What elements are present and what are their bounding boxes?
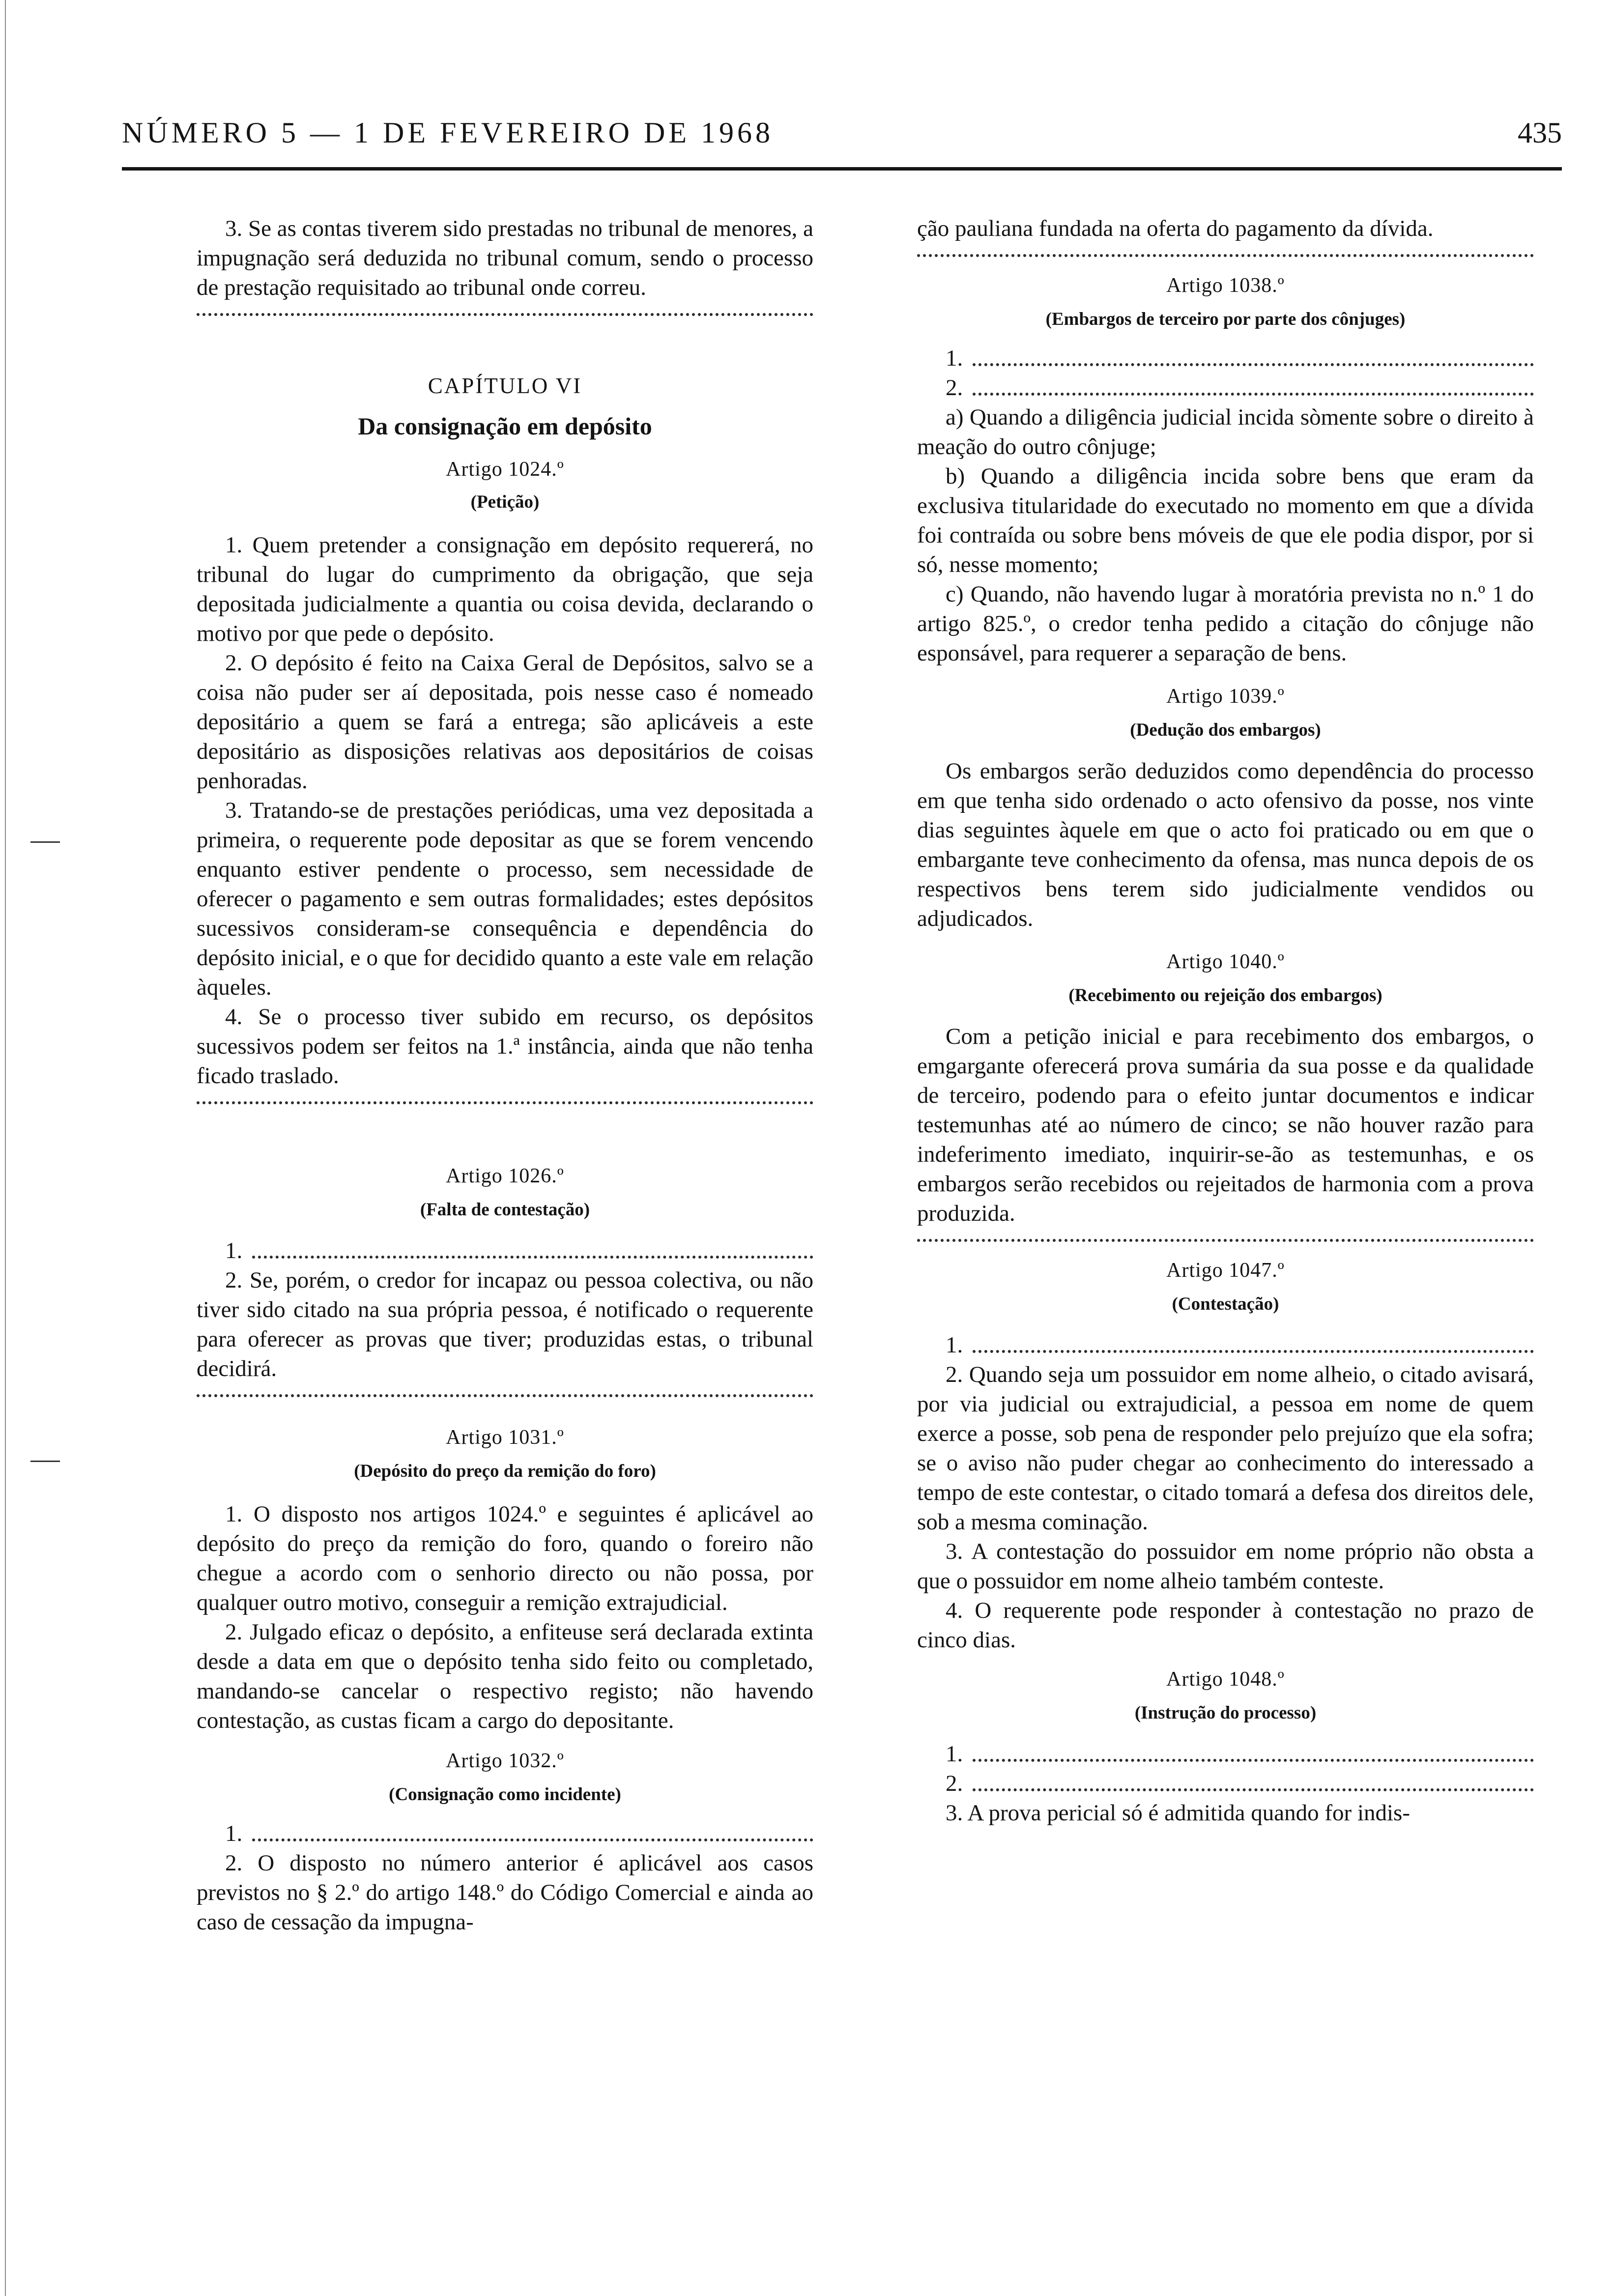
article-heading: (Petição) [470, 492, 540, 512]
item-number: 1. [946, 345, 963, 371]
dotted-number-line [917, 344, 1534, 373]
article-heading: (Falta de contestação) [420, 1200, 590, 1220]
article-heading: (Recebimento ou rejeição dos embargos) [1068, 985, 1382, 1005]
article-heading: (Consignação como incidente) [389, 1784, 621, 1805]
dotted-separator [197, 313, 813, 316]
paragraph: 3. Se as contas tiverem sido prestadas no tribunal de menores, a impugnação será deduzida no tribunal comum, sendo o processo de prestação requisitado ao tribunal onde correu. [197, 216, 813, 300]
paragraph: 3. Tratando-se de prestações periódicas, uma vez depositada a primeira, o requerente pode depositar as que se forem vencendo enquanto estiver pendente o processo, sem necessidade de oferecer o pagamento e sem outras formalidades; estes depósitos sucessivos consideram-se consequência e dependência do depósito inicial, e o que for decidido quanto a este vale em relação àqueles. [197, 798, 813, 1000]
paragraph: 3. A prova pericial só é admitida quando for indis- [946, 1800, 1410, 1826]
paragraph: 1. O disposto nos artigos 1024.º e seguintes é aplicável ao depósito do preço da remição do foro, quando o foreiro não chegue a acordo com o senhorio directo ou não possa, por qualquer outro motivo, conseguir a remição extrajudicial. [197, 1501, 813, 1615]
page-number: 435 [1518, 116, 1562, 149]
article-label: Artigo 1032.º [446, 1750, 564, 1772]
item-number: 1. [946, 1332, 963, 1358]
dotted-number-line [917, 373, 1534, 402]
article-heading: (Instrução do processo) [1134, 1703, 1317, 1723]
chapter-title: Da consignação em depósito [358, 412, 652, 440]
item-number: 2. [946, 1771, 963, 1796]
paragraph: 2. Julgado eficaz o depósito, a enfiteuse será declarada extinta desde a data em que o depósito tenha sido feito ou completado, mandando-se cancelar o respectivo registo; não havendo contestação, as custas ficam a cargo do depositante. [197, 1619, 813, 1733]
dotted-separator [917, 254, 1534, 257]
paragraph-continuation: ção pauliana fundada na oferta do pagamento da dívida. [917, 216, 1434, 241]
dotted-separator [197, 1101, 813, 1104]
article-heading: (Dedução dos embargos) [1130, 720, 1321, 740]
article-label: Artigo 1048.º [1166, 1668, 1285, 1691]
margin-mark [30, 1461, 60, 1462]
paragraph: 3. A contestação do possuidor em nome próprio não obsta a que o possuidor em nome alheio também conteste. [917, 1539, 1534, 1594]
article-label: Artigo 1039.º [1166, 685, 1285, 708]
item-number: 1. [225, 1821, 243, 1846]
paragraph: 4. Se o processo tiver subido em recurso, os depósitos sucessivos podem ser feitos na 1.ª instância, ainda que não tenha ficado traslado. [197, 1004, 813, 1089]
article-label: Artigo 1031.º [446, 1426, 564, 1449]
header-rule [122, 167, 1562, 171]
paragraph: 4. O requerente pode responder à contestação no prazo de cinco dias. [917, 1598, 1534, 1653]
clause: a) Quando a diligência judicial incida sòmente sobre o direito à meação do outro cônjuge; [917, 404, 1534, 459]
article-label: Artigo 1024.º [446, 458, 564, 481]
article-label: Artigo 1026.º [446, 1165, 564, 1187]
paragraph: Com a petição inicial e para recebimento dos embargos, o emgargante oferecerá prova sumária da sua posse e da qualidade de terceiro, podendo para o efeito juntar documentos e indicar testemunhas até ao número de cinco; se não houver razão para indeferimento imediato, inquirir-se-ão as testemunhas, e os embargos serão recebidos ou rejeitados de harmonia com a prova produzida. [917, 1024, 1534, 1226]
paragraph: 2. Quando seja um possuidor em nome alheio, o citado avisará, por via judicial ou extrajudicial, a pessoa em nome de quem exerce a posse, sob pena de responder pelo prejuízo que ela sofra; se o aviso não puder chegar ao conhecimento do interessado a tempo de este contestar, o citado tomará a defesa dos direitos dele, sob a mesma cominação. [917, 1362, 1534, 1535]
dotted-number-line [917, 1769, 1534, 1798]
paragraph: 2. O depósito é feito na Caixa Geral de Depósitos, salvo se a coisa não puder ser aí depositada, pois nesse caso é nomeado depositário a quem se fará a entrega; são aplicáveis a este depositário as disposições relativas aos depositários de coisas penhoradas. [197, 650, 813, 794]
scan-edge-line [5, 0, 6, 2296]
issue-line: NÚMERO 5 — 1 DE FEVEREIRO DE 1968 [122, 116, 774, 149]
paragraph: 2. Se, porém, o credor for incapaz ou pessoa colectiva, ou não tiver sido citado na sua própria pessoa, é notificado o requerente para oferecer as provas que tiver; produzidas estas, o tribunal decidirá. [197, 1267, 813, 1381]
margin-mark [30, 841, 60, 843]
article-heading: (Embargos de terceiro por parte dos cônjuges) [1045, 309, 1406, 329]
article-label: Artigo 1038.º [1166, 274, 1285, 297]
dotted-separator [917, 1239, 1534, 1242]
paragraph: 2. O disposto no número anterior é aplicável aos casos previstos no § 2.º do artigo 148.º do Código Comercial e ainda ao caso de cessação da impugna- [197, 1850, 813, 1935]
paragraph: 1. Quem pretender a consignação em depósito requererá, no tribunal do lugar do cumprimento da obrigação, que seja depositada judicialmente a quantia ou coisa devida, declarando o motivo por que pede o depósito. [197, 532, 813, 646]
item-number: 1. [946, 1741, 963, 1767]
dotted-number-line [197, 1819, 813, 1848]
item-number: 2. [946, 375, 963, 401]
page-header [122, 116, 1562, 150]
chapter-label: CAPÍTULO VI [428, 373, 582, 398]
clause: b) Quando a diligência incida sobre bens que eram da exclusiva titularidade do executado no momento em que a dívida foi contraída ou sobre bens móveis de que ele podia dispor, por si só, nesse momento; [917, 463, 1534, 577]
item-number: 1. [225, 1238, 243, 1263]
article-heading: (Depósito do preço da remição do foro) [354, 1461, 656, 1481]
dotted-separator [197, 1394, 813, 1397]
left-column [197, 214, 813, 1937]
dotted-number-line [197, 1236, 813, 1265]
dotted-number-line [917, 1739, 1534, 1769]
article-label: Artigo 1047.º [1166, 1259, 1285, 1282]
article-heading: (Contestação) [1172, 1294, 1279, 1314]
article-label: Artigo 1040.º [1166, 950, 1285, 973]
paragraph: Os embargos serão deduzidos como dependência do processo em que tenha sido ordenado o acto ofensivo da posse, nos vinte dias seguintes àquele em que o acto foi praticado ou em que o embargante teve conhecimento da ofensa, mas nunca depois de os respectivos bens terem sido judicialmente vendidos ou adjudicados. [917, 758, 1534, 931]
dotted-number-line [917, 1330, 1534, 1360]
right-column [917, 214, 1534, 1828]
clause: c) Quando, não havendo lugar à moratória prevista no n.º 1 do artigo 825.º, o credor tenha pedido a citação do cônjuge não esponsável, para requerer a separação de bens. [917, 581, 1534, 666]
